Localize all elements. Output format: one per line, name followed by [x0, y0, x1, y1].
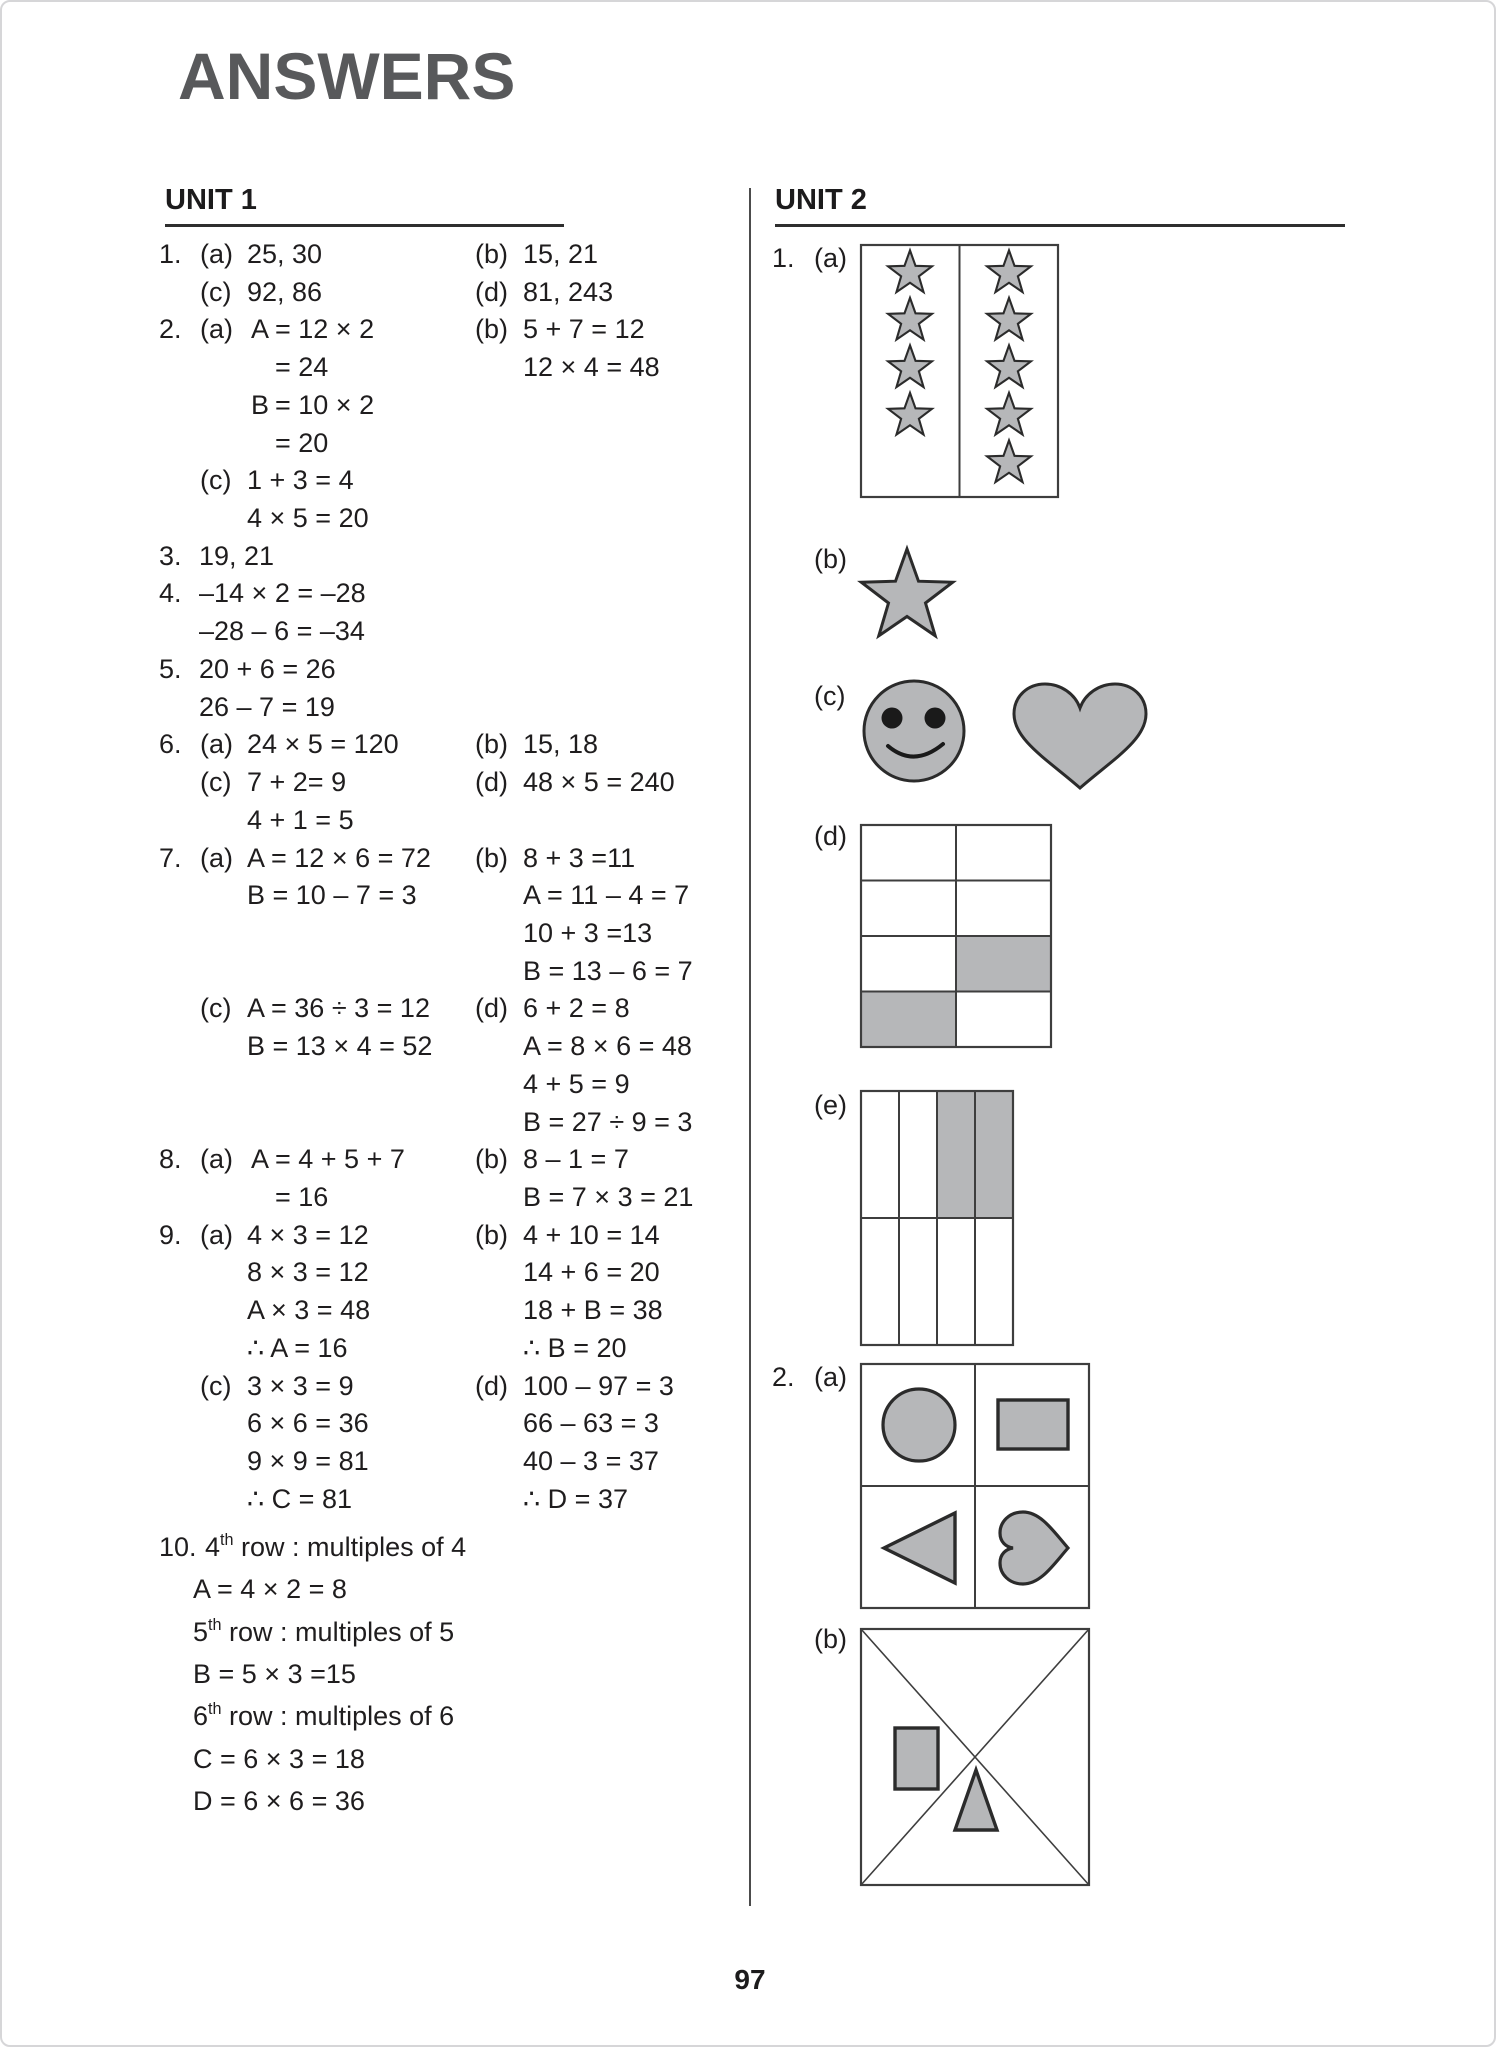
item-number: 2. [159, 314, 182, 345]
part-label: (c) [200, 465, 232, 496]
answer-text: 4 + 5 = 9 [523, 1068, 630, 1099]
answer-text: 19, 21 [199, 540, 275, 571]
figure-shape-grid [861, 1364, 1089, 1608]
part-label: (d) [475, 993, 508, 1024]
answer-text: 4 + 10 = 14 [523, 1219, 660, 1250]
answer-text: –28 – 6 = –34 [199, 616, 365, 647]
item-number: 9. [159, 1219, 182, 1250]
part-label: (a) [200, 239, 233, 269]
part-label: (d) [814, 821, 847, 851]
part-label: (b) [814, 544, 847, 574]
answer-text: A = 11 – 4 = 7 [523, 880, 690, 911]
part-label: (c) [200, 993, 232, 1024]
part-label: (b) [814, 1624, 847, 1654]
answer-text: 12 × 4 = 48 [523, 352, 660, 383]
face-circle [864, 681, 964, 781]
answer-text: B [251, 389, 270, 420]
part-label: (a) [200, 1219, 233, 1250]
answer-text: 48 × 5 = 240 [523, 767, 675, 798]
heart-icon [1014, 684, 1146, 788]
part-label: (b) [475, 314, 508, 345]
shaded-cell [937, 1091, 975, 1218]
answer-text: B = 13 × 4 = 52 [247, 1031, 433, 1062]
shaded-cell [975, 1091, 1013, 1218]
answer-text: 5 + 7 = 12 [523, 314, 645, 345]
answer-text: 5th row : multiples of 5 [193, 1615, 455, 1647]
answer-text: = 12 × 2 [275, 314, 375, 345]
answer-text: 3 × 3 = 9 [247, 1370, 354, 1401]
part-label: (b) [475, 729, 508, 760]
shaded-cell [956, 936, 1051, 992]
answer-text: = 10 × 2 [275, 389, 375, 420]
answer-text: A = 8 × 6 = 48 [523, 1031, 692, 1062]
answer-text: 7 + 2= 9 [247, 767, 347, 798]
answer-text: 40 – 3 = 37 [523, 1446, 659, 1477]
page-title: ANSWERS [178, 39, 516, 113]
rectangle-shape [998, 1400, 1068, 1449]
rectangle-shape [895, 1728, 938, 1789]
answer-text: B = 10 – 7 = 3 [247, 880, 417, 911]
answer-text: 6 + 2 = 8 [523, 993, 630, 1024]
answer-text: 18 + B = 38 [523, 1295, 663, 1326]
answer-text: 15, 18 [523, 729, 599, 760]
item-number: 7. [159, 842, 182, 873]
answer-text: 26 – 7 = 19 [199, 691, 335, 722]
figure-shaded-grid [861, 1091, 1013, 1345]
part-label: (e) [814, 1090, 847, 1120]
part-label: (b) [475, 1144, 508, 1175]
figure-crossed-box [861, 1629, 1089, 1885]
smiley-face-icon [864, 681, 964, 781]
part-label: (c) [200, 1370, 232, 1401]
answer-text: 6 × 6 = 36 [247, 1408, 369, 1439]
answer-text: 8 × 3 = 12 [247, 1257, 369, 1288]
item-number: 4. [159, 578, 182, 609]
answer-text: –14 × 2 = –28 [199, 578, 366, 609]
answer-text: D = 6 × 6 = 36 [193, 1785, 365, 1816]
answer-text: = 24 [275, 352, 329, 383]
figure-star-grid [861, 245, 1058, 497]
unit1-heading: UNIT 1 [165, 186, 564, 227]
answer-text: = 4 + 5 + 7 [275, 1144, 405, 1175]
answer-text: 4 × 5 = 20 [247, 503, 369, 534]
circle-shape [883, 1389, 955, 1461]
answer-text: B = 27 ÷ 9 = 3 [523, 1106, 693, 1137]
part-label: (a) [200, 842, 233, 873]
item-number: 6. [159, 729, 182, 760]
answer-text: A = 4 × 2 = 8 [193, 1574, 347, 1605]
part-label: (a) [200, 1144, 233, 1175]
answer-text: 8 + 3 =11 [523, 842, 636, 873]
item-number: 1. [159, 239, 182, 269]
item-number: 2. [772, 1362, 795, 1392]
answer-text: A [251, 1144, 270, 1175]
answer-text: A [251, 314, 270, 345]
answer-text: 15, 21 [523, 239, 599, 269]
part-label: (c) [814, 681, 846, 711]
part-label: (a) [200, 729, 233, 760]
item-number: 5. [159, 653, 182, 684]
answer-text: = 20 [275, 427, 329, 458]
answer-text: 24 × 5 = 120 [247, 729, 399, 760]
answer-text: ∴ B = 20 [523, 1332, 627, 1363]
figure-smiley-and-heart [864, 681, 1146, 788]
part-label: (c) [200, 276, 232, 307]
answer-text: 1 + 3 = 4 [247, 465, 354, 496]
unit2-figures-canvas [2, 2, 1496, 2047]
part-label: (c) [200, 767, 232, 798]
star-icon [861, 549, 952, 636]
answer-text: B = 5 × 3 =15 [193, 1658, 356, 1689]
answer-text: 9 × 9 = 81 [247, 1446, 369, 1477]
answer-text: A = 12 × 6 = 72 [247, 842, 431, 873]
answer-text: = 16 [275, 1182, 329, 1212]
answer-text: 4 + 1 = 5 [247, 804, 354, 835]
answer-text: 8 – 1 = 7 [523, 1144, 629, 1175]
answer-text: B = 7 × 3 = 21 [523, 1182, 694, 1212]
part-label: (a) [814, 243, 847, 273]
answer-text: 81, 243 [523, 276, 614, 307]
answer-text: A × 3 = 48 [247, 1295, 371, 1326]
answer-text: ∴ A = 16 [247, 1332, 348, 1363]
unit2-heading: UNIT 2 [775, 186, 1345, 227]
answer-text: 100 – 97 = 3 [523, 1370, 674, 1401]
answer-text: 4 × 3 = 12 [247, 1219, 369, 1250]
answer-text: 6th row : multiples of 6 [193, 1700, 455, 1732]
part-label: (a) [814, 1362, 847, 1392]
part-label: (b) [475, 239, 508, 269]
answer-text: B = 13 – 6 = 7 [523, 955, 693, 986]
part-label: (b) [475, 1219, 508, 1250]
part-label: (d) [475, 1370, 508, 1401]
part-label: (b) [475, 842, 508, 873]
answer-text: 92, 86 [247, 276, 323, 307]
shaded-cell [861, 992, 956, 1048]
item-number: 3. [159, 540, 182, 571]
answer-text: 25, 30 [247, 239, 323, 269]
answer-text: 66 – 63 = 3 [523, 1408, 659, 1439]
page-number: 97 [734, 1964, 766, 1995]
answer-text: 10 + 3 =13 [523, 917, 653, 948]
part-label: (d) [475, 276, 508, 307]
answer-text: 4th row : multiples of 4 [205, 1531, 467, 1562]
figure-big-star [861, 549, 952, 636]
part-label: (d) [475, 767, 508, 798]
answer-text: 20 + 6 = 26 [199, 653, 336, 684]
item-number: 1. [772, 243, 795, 273]
answer-text: 14 + 6 = 20 [523, 1257, 660, 1288]
figure-shaded-grid [861, 825, 1051, 1047]
eye-left [882, 708, 903, 729]
part-label: (a) [200, 314, 233, 345]
answer-text: ∴ D = 37 [523, 1483, 628, 1514]
answer-text: ∴ C = 81 [247, 1483, 352, 1514]
eye-right [925, 708, 946, 729]
answer-text: C = 6 × 3 = 18 [193, 1743, 365, 1774]
answer-text: A = 36 ÷ 3 = 12 [247, 993, 430, 1024]
item-number: 10. [159, 1532, 197, 1562]
item-number: 8. [159, 1144, 182, 1175]
